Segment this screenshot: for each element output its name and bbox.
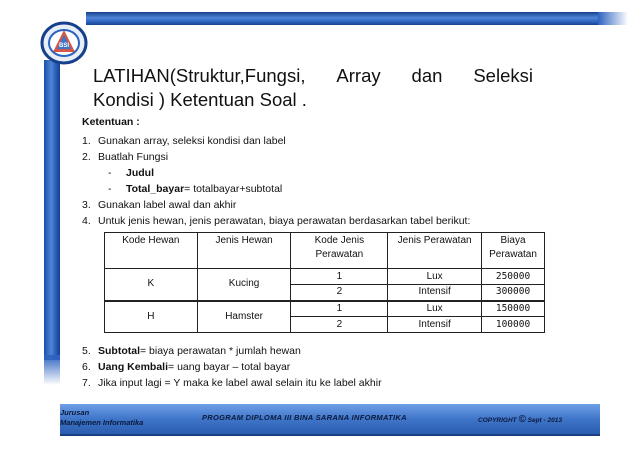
list-bold-text: Uang Kembali bbox=[98, 361, 169, 373]
list-number: 4. bbox=[82, 215, 91, 227]
list-item bbox=[82, 359, 552, 375]
list-number: 3. bbox=[82, 199, 91, 211]
cell-kode-jenis: 2 bbox=[291, 317, 388, 333]
list-text: Untuk jenis hewan, jenis perawatan, biaya perawatan berdasarkan tabel berikut: bbox=[98, 215, 471, 227]
title-line-1 bbox=[93, 64, 533, 88]
list-number: 1. bbox=[82, 135, 91, 147]
list-text: Jika input lagi = Y maka ke label awal selain itu ke label akhir bbox=[98, 377, 382, 389]
list-number: 6. bbox=[82, 361, 91, 373]
table-header-row bbox=[105, 233, 545, 269]
table-row bbox=[105, 269, 545, 285]
left-decor-bar-tip bbox=[44, 355, 60, 385]
title-word: dan bbox=[411, 65, 443, 86]
list-number: 7. bbox=[82, 377, 91, 389]
table-row bbox=[105, 301, 545, 317]
list-number: 2. bbox=[82, 151, 91, 163]
cell-biaya: 150000 bbox=[482, 301, 545, 317]
title-word: Seleksi bbox=[473, 65, 533, 86]
copyright-icon: © bbox=[518, 414, 526, 425]
fee-table bbox=[104, 232, 545, 333]
header-kode-hewan: Kode Hewan bbox=[105, 233, 198, 269]
header-jenis-perawatan: Jenis Perawatan bbox=[388, 233, 482, 269]
sub-bold-text: Total_bayar bbox=[126, 183, 185, 195]
cell-biaya: 300000 bbox=[482, 285, 545, 301]
copyright-label: COPYRIGHT bbox=[478, 417, 519, 424]
list-item bbox=[82, 197, 552, 213]
list-text: Gunakan label awal dan akhir bbox=[98, 199, 237, 211]
header-jenis-hewan: Jenis Hewan bbox=[197, 233, 291, 269]
title-word: LATIHAN(Struktur,Fungsi, bbox=[93, 65, 306, 86]
copyright-date: Sept - 2013 bbox=[525, 417, 562, 424]
cell-perawatan: Intensif bbox=[388, 285, 482, 301]
list-text: Buatlah Fungsi bbox=[98, 151, 169, 163]
top-decor-bar bbox=[86, 12, 598, 25]
list-text: = uang bayar – total bayar bbox=[168, 361, 291, 373]
footer-underline bbox=[60, 434, 600, 436]
ketentuan-heading: Ketentuan : bbox=[82, 116, 140, 128]
list-text: Gunakan array, seleksi kondisi dan label bbox=[98, 135, 286, 147]
list-text: = biaya perawatan * jumlah hewan bbox=[140, 345, 301, 357]
cell-kode-jenis: 1 bbox=[291, 301, 388, 317]
footer-dept-line1: Jurusan bbox=[60, 408, 90, 417]
logo-text: BSI bbox=[58, 43, 70, 49]
ketentuan-content bbox=[82, 115, 552, 229]
slide-title bbox=[93, 64, 533, 112]
ketentuan-content-continued bbox=[82, 343, 552, 391]
cell-biaya: 250000 bbox=[482, 269, 545, 285]
list-bold-text: Subtotal bbox=[98, 345, 140, 357]
footer-department bbox=[60, 408, 143, 428]
title-word: Array bbox=[336, 65, 381, 86]
cell-perawatan: Intensif bbox=[388, 317, 482, 333]
footer-copyright bbox=[478, 414, 562, 425]
cell-kode-hewan: H bbox=[105, 301, 198, 333]
bsi-logo bbox=[36, 16, 96, 70]
cell-jenis-hewan: Kucing bbox=[197, 269, 291, 301]
cell-kode-jenis: 2 bbox=[291, 285, 388, 301]
cell-biaya: 100000 bbox=[482, 317, 545, 333]
bsi-logo-icon bbox=[36, 16, 96, 70]
cell-kode-jenis: 1 bbox=[291, 269, 388, 285]
list-item bbox=[82, 375, 552, 391]
list-number: 5. bbox=[82, 345, 91, 357]
left-decor-bar bbox=[44, 60, 60, 360]
footer-dept-line2: Manajemen Informatika bbox=[60, 418, 144, 427]
cell-kode-hewan: K bbox=[105, 269, 198, 301]
top-decor-bar-fade bbox=[598, 12, 628, 25]
sub-bold-text: Judul bbox=[126, 167, 154, 179]
list-item bbox=[82, 343, 552, 359]
list-item bbox=[82, 133, 552, 149]
cell-perawatan: Lux bbox=[388, 301, 482, 317]
sub-text: = totalbayar+subtotal bbox=[184, 183, 283, 195]
sub-list-item bbox=[82, 165, 552, 181]
cell-perawatan: Lux bbox=[388, 269, 482, 285]
header-biaya-perawatan: Biaya Perawatan bbox=[482, 233, 545, 269]
title-line-2: Kondisi ) Ketentuan Soal . bbox=[93, 89, 307, 110]
sub-dash: - bbox=[108, 167, 112, 179]
list-item bbox=[82, 213, 552, 229]
cell-jenis-hewan: Hamster bbox=[197, 301, 291, 333]
sub-dash: - bbox=[108, 183, 112, 195]
list-item bbox=[82, 149, 552, 165]
footer-program: PROGRAM DIPLOMA III BINA SARANA INFORMATIKA bbox=[202, 413, 407, 422]
sub-list-item bbox=[82, 181, 552, 197]
header-kode-jenis-perawatan: Kode Jenis Perawatan bbox=[291, 233, 388, 269]
